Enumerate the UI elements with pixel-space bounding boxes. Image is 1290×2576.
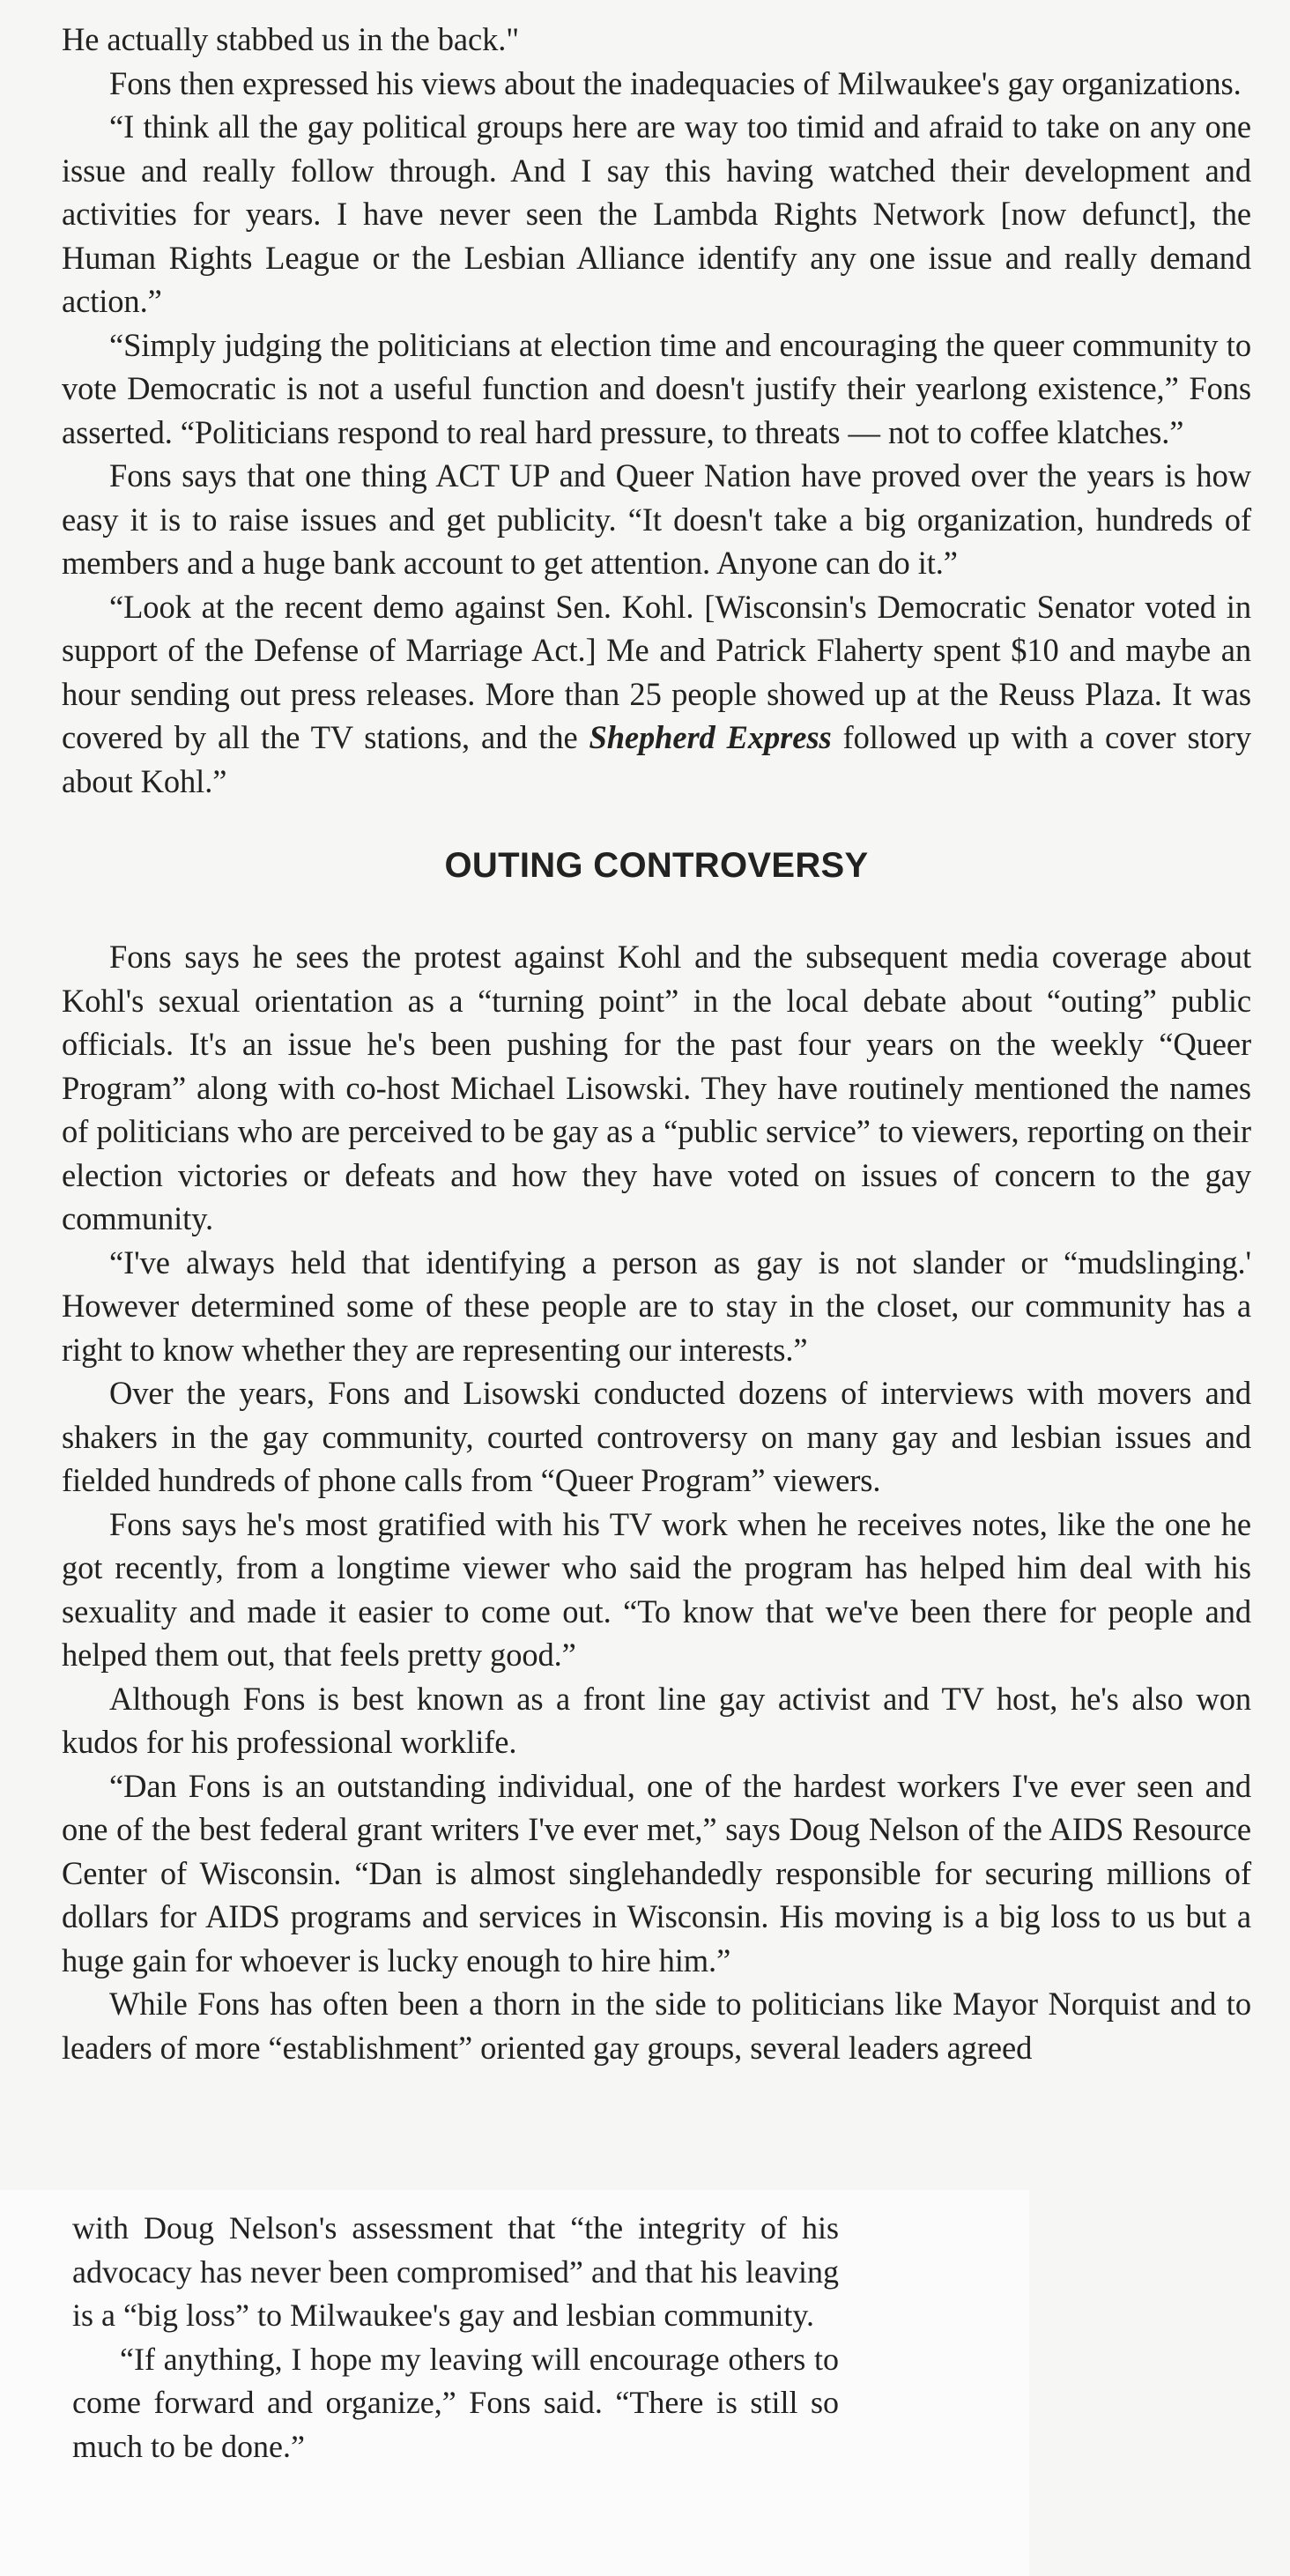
paragraph: “Simply judging the politicians at election time and encouraging the queer community to vote Democratic is not a useful function and doesn't justify their yearlong existence,” Fons asserted. “Politicians respond to real hard pressure, to threats — not to coffee klatches.” [62,326,1251,450]
continued-text [72,2207,839,2468]
paragraph: with Doug Nelson's assessment that “the integrity of his advocacy has never been compromised” and that his leaving is a “big loss” to Milwaukee's gay and lesbian community. [72,2210,839,2333]
article-body [62,18,1251,2069]
paragraph: “If anything, I hope my leaving will encourage others to come forward and organize,” Fons said. “There is still so much to be done.” [72,2341,839,2464]
paragraph: Over the years, Fons and Lisowski conducted dozens of interviews with movers and shakers in the gay community, courted controversy on many gay and lesbian issues and fielded hundreds of phone calls from “Queer Program” viewers. [62,1375,1251,1498]
paragraph-reuss-plaza [62,585,1251,804]
paragraph-text: “Look at the recent demo against Sen. Kohl. [Wisconsin's Democratic Senator voted in support of the Defense of Marriage Act.] Me and Patrick Flaherty spent $10 and maybe an hour sending out press releases. More than 25 people showed up at the Reuss Plaza. It was covered by all the TV stations, and the [62,588,1251,755]
paragraph: Fons says he's most gratified with his TV work when he receives notes, like the one he got recently, from a longtime viewer who said the program has helped him deal with his sexuality and made it easier to come out. “To know that we've been there for people and helped them out, that feels pretty good.” [62,1505,1251,1673]
paragraph: Fons says he sees the protest against Kohl and the subsequent media coverage about Kohl's sexual orientation as a “turning point” in the local debate about “outing” public officials. It's an issue he's been pushing for the past four years on the weekly “Queer Program” along with co-host Michael Lisowski. They have routinely mentioned the names of politicians who are perceived to be gay as a “public service” to viewers, reporting on their election victories or defeats and how they have voted on issues of concern to the gay community. [62,939,1251,1236]
paragraph: “I think all the gay political groups here are way too timid and afraid to take on any one issue and really follow through. And I say this having watched their development and activities for years. I have never seen the Lambda Rights Network [now defunct], the Human Rights League or the Lesbian Alliance identify any one issue and really demand action.” [62,108,1251,319]
paragraph: He actually stabbed us in the back." [62,21,520,57]
paragraph-text: followed up with a cover story about Kohl.” [62,719,1251,799]
paragraph: Fons then expressed his views about the inadequacies of Milwaukee's gay organizations. [109,64,1242,101]
paragraph: While Fons has often been a thorn in the side to politicians like Mayor Norquist and to leaders of more “establishment” oriented gay groups, several leaders agreed [62,1986,1251,2066]
section-heading: OUTING CONTROVERSY [444,846,869,885]
paragraph: Fons says that one thing ACT UP and Queer Nation have proved over the years is how easy it is to raise issues and get publicity. “It doesn't take a big organization, hundreds of members and a huge bank account to get attention. Anyone can do it.” [62,457,1251,581]
publication-name: Shepherd Express [589,719,832,755]
paragraph: “Dan Fons is an outstanding individual, one of the hardest workers I've ever seen and one of the best federal grant writers I've ever met,” says Doug Nelson of the AIDS Resource Center of Wisconsin. “Dan is almost singlehandedly responsible for securing millions of dollars for AIDS programs and services in Wisconsin. His moving is a big loss to us but a huge gain for whoever is lucky enough to hire him.” [62,1767,1251,1978]
paragraph: “I've always held that identifying a person as gay is not slander or “mudslinging.' However determined some of these people are to stay in the closet, our community has a right to know whether they are representing our interests.” [62,1243,1251,1368]
paragraph: Although Fons is best known as a front line gay activist and TV host, he's also won kudos for his professional worklife. [62,1680,1251,1760]
